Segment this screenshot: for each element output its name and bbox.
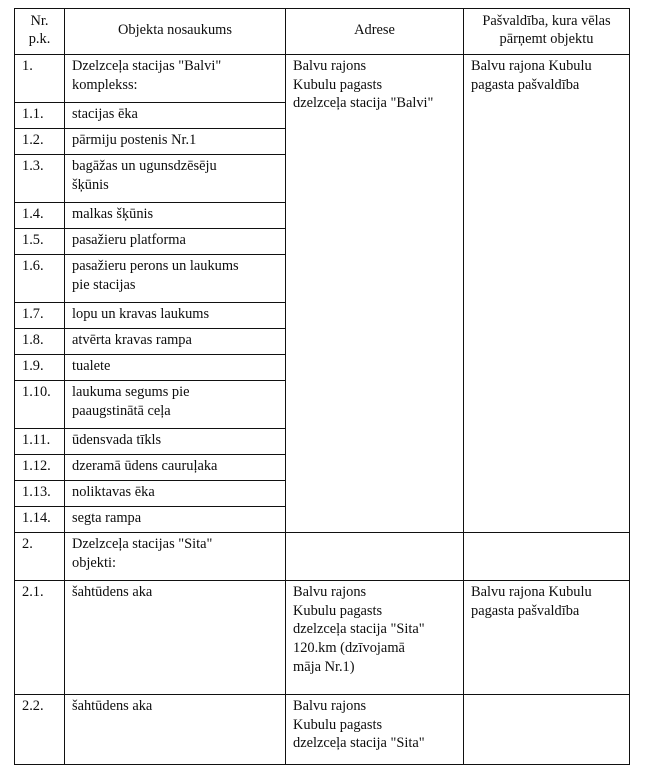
object-name-cell [65, 303, 286, 329]
address-cell [286, 695, 464, 765]
object-name-cell [65, 103, 286, 129]
municipality-cell [464, 695, 630, 765]
address-cell-line: māja Nr.1) [293, 658, 355, 675]
row-number-cell: 1.5. [15, 229, 65, 255]
table-row [15, 533, 630, 581]
address-cell-line: Balvu rajons [293, 584, 367, 600]
row-number-cell: 1.2. [15, 129, 65, 155]
municipality-cell-line: Balvu rajona Kubulu [471, 584, 592, 600]
table-row [15, 581, 630, 695]
address-cell [286, 581, 464, 695]
object-name-cell [65, 255, 286, 303]
object-name-cell-line: atvērta kravas rampa [72, 332, 192, 348]
object-name-cell-line: pasažieru perons un laukums [72, 258, 239, 274]
municipality-cell [464, 533, 630, 581]
address-cell-line: dzelzceļa stacija "Sita" [293, 735, 425, 752]
column-header-line: Adrese [354, 22, 395, 39]
object-name-cell [65, 507, 286, 533]
column-header-name [65, 9, 286, 55]
object-name-cell-line: pārmiju postenis Nr.1 [72, 132, 197, 148]
object-name-cell [65, 429, 286, 455]
object-name-cell-line: malkas šķūnis [72, 206, 154, 222]
object-name-cell [65, 581, 286, 695]
object-name-cell [65, 129, 286, 155]
object-name-cell [65, 229, 286, 255]
object-name-cell [65, 533, 286, 581]
object-name-cell-line: šahtūdens aka [72, 584, 153, 600]
address-cell-line: Kubulu pagasts [293, 716, 383, 733]
row-number-cell: 2.2. [15, 695, 65, 765]
table-header-row [15, 9, 630, 55]
objects-table [14, 8, 630, 765]
object-name-cell-line: šķūnis [72, 176, 109, 193]
object-name-cell [65, 203, 286, 229]
object-name-cell-line: Dzelzceļa stacijas "Sita" [72, 536, 213, 552]
row-number-cell: 2.1. [15, 581, 65, 695]
object-name-cell-line: pie stacijas [72, 276, 136, 293]
address-cell-line: Kubulu pagasts [293, 602, 383, 619]
address-cell [286, 55, 464, 533]
object-name-cell-line: komplekss: [72, 76, 138, 93]
address-cell-line: dzelzceļa stacija "Balvi" [293, 95, 434, 112]
address-cell-line: 120.km (dzīvojamā [293, 640, 405, 657]
object-name-cell-line: paaugstinātā ceļa [72, 402, 171, 419]
row-number-cell: 1.12. [15, 455, 65, 481]
column-header-line: Objekta nosaukums [118, 22, 232, 39]
table-row [15, 695, 630, 765]
object-name-cell-line: lopu un kravas laukums [72, 306, 210, 322]
object-name-cell-line: segta rampa [72, 510, 142, 526]
address-cell-line: Balvu rajons [293, 698, 367, 714]
object-name-cell-line: objekti: [72, 554, 116, 571]
object-name-cell [65, 695, 286, 765]
municipality-cell-line: pagasta pašvaldība [471, 76, 580, 93]
municipality-cell [464, 581, 630, 695]
table-row [15, 55, 630, 103]
object-name-cell-line: pasažieru platforma [72, 232, 186, 248]
row-number-cell: 1.1. [15, 103, 65, 129]
object-name-cell-line: šahtūdens aka [72, 698, 153, 714]
object-name-cell [65, 455, 286, 481]
row-number-cell: 1.14. [15, 507, 65, 533]
address-cell-line: dzelzceļa stacija "Sita" [293, 621, 425, 638]
address-cell-line: Kubulu pagasts [293, 76, 383, 93]
object-name-cell [65, 55, 286, 103]
table-header [15, 9, 630, 55]
row-number-cell: 1.3. [15, 155, 65, 203]
column-header-line: Nr. [30, 13, 49, 30]
column-header-municipality [464, 9, 630, 55]
object-name-cell-line: stacijas ēka [72, 106, 138, 122]
object-name-cell-line: dzeramā ūdens cauruļaka [72, 458, 218, 474]
address-cell-line: Balvu rajons [293, 58, 367, 74]
row-number-cell: 1.7. [15, 303, 65, 329]
row-number-cell: 1.10. [15, 381, 65, 429]
object-name-cell-line: laukuma segums pie [72, 384, 190, 400]
object-name-cell-line: noliktavas ēka [72, 484, 155, 500]
municipality-cell-line: pagasta pašvaldība [471, 602, 580, 619]
object-name-cell [65, 329, 286, 355]
row-number-cell: 1.13. [15, 481, 65, 507]
row-number-cell: 2. [15, 533, 65, 581]
column-header-nr [15, 9, 65, 55]
object-name-cell [65, 381, 286, 429]
object-name-cell [65, 355, 286, 381]
municipality-cell-line: Balvu rajona Kubulu [471, 58, 592, 74]
municipality-cell [464, 55, 630, 533]
column-header-line: p.k. [28, 31, 51, 47]
object-name-cell-line: ūdensvada tīkls [72, 432, 162, 448]
object-name-cell [65, 481, 286, 507]
column-header-line: Pašvaldība, kura vēlas [482, 13, 611, 30]
row-number-cell: 1.8. [15, 329, 65, 355]
object-name-cell-line: tualete [72, 358, 111, 374]
row-number-cell: 1. [15, 55, 65, 103]
row-number-cell: 1.9. [15, 355, 65, 381]
row-number-cell: 1.6. [15, 255, 65, 303]
address-cell [286, 533, 464, 581]
object-name-cell [65, 155, 286, 203]
table-body [15, 55, 630, 765]
column-header-address [286, 9, 464, 55]
column-header-line: pārņemt objektu [499, 31, 594, 47]
row-number-cell: 1.11. [15, 429, 65, 455]
row-number-cell: 1.4. [15, 203, 65, 229]
object-name-cell-line: bagāžas un ugunsdzēsēju [72, 158, 217, 174]
object-name-cell-line: Dzelzceļa stacijas "Balvi" [72, 58, 222, 74]
